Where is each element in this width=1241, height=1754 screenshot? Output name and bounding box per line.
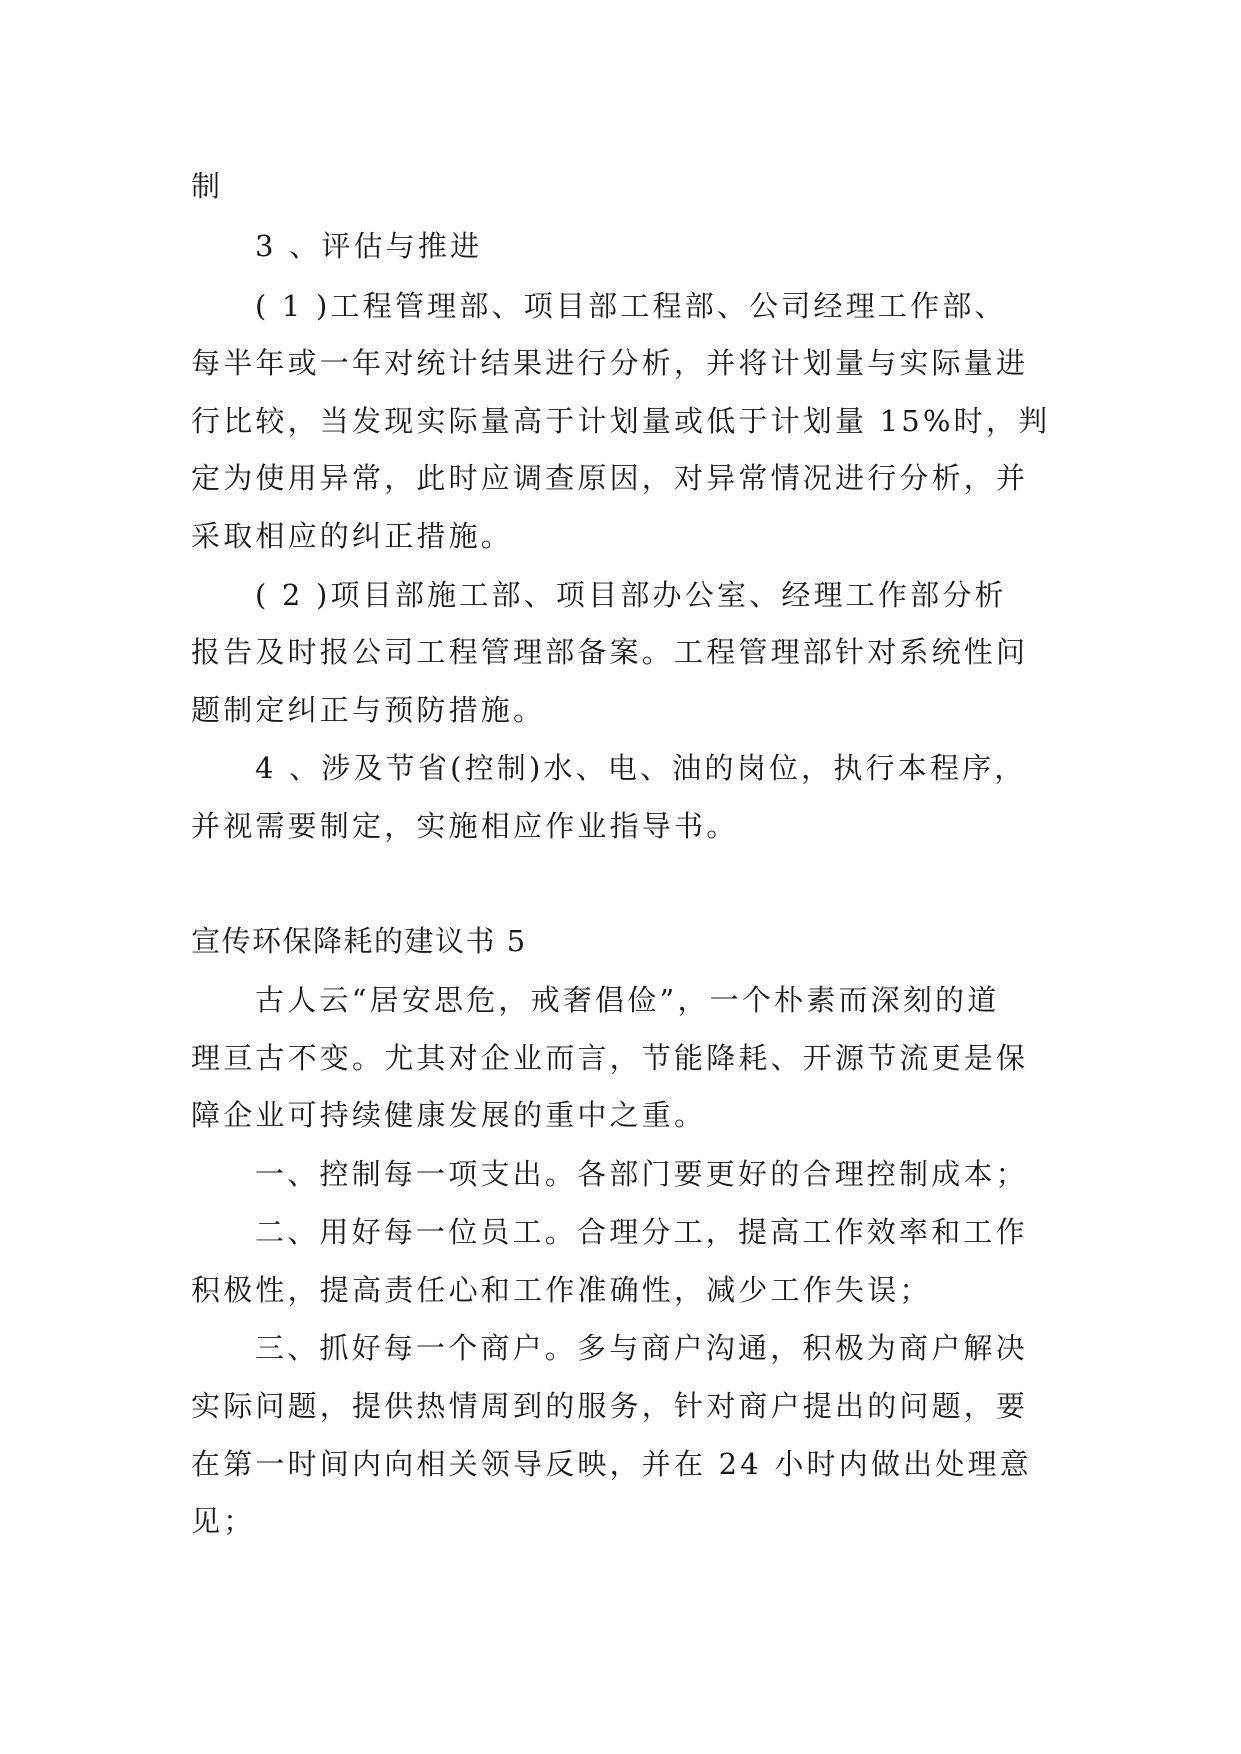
- paragraph-line: 定为使用异常，此时应调查原因，对异常情况进行分析，并: [191, 461, 1029, 495]
- paragraph-line: 三、抓好每一个商户。多与商户沟通，积极为商户解决: [255, 1331, 1028, 1365]
- paragraph-line: 行比较，当发现实际量高于计划量或低于计划量 15%时，判: [191, 404, 1051, 438]
- paragraph-line: 每半年或一年对统计结果进行分析，并将计划量与实际量进: [191, 346, 1029, 380]
- paragraph-line: 古人云“居安思危，戒奢倡俭”，一个朴素而深刻的道: [255, 983, 1000, 1017]
- paragraph-line: 在第一时间内向相关领导反映，并在 24 小时内做出处理意: [191, 1447, 1032, 1481]
- paragraph-line: 障企业可持续健康发展的重中之重。: [191, 1098, 707, 1132]
- section-heading: 3 、评估与推进: [255, 229, 483, 263]
- paragraph-line: 见；: [191, 1504, 256, 1538]
- paragraph-line: 并视需要制定，实施相应作业指导书。: [191, 809, 739, 843]
- paragraph-line: ( 1 )工程管理部、项目部工程部、公司经理工作部、: [255, 289, 1007, 323]
- paragraph-line: 积极性，提高责任心和工作准确性，减少工作失误；: [191, 1273, 932, 1307]
- paragraph-line: 理亘古不变。尤其对企业而言，节能降耗、开源节流更是保: [191, 1041, 1029, 1075]
- paragraph-line: 一、控制每一项支出。各部门要更好的合理控制成本；: [255, 1157, 1028, 1191]
- paragraph-line: 实际问题，提供热情周到的服务，针对商户提出的问题，要: [191, 1389, 1029, 1423]
- paragraph-line: 4 、涉及节省(控制)水、电、油的岗位，执行本程序，: [255, 751, 1027, 785]
- text-line: 制: [191, 169, 224, 203]
- paragraph-line: ( 2 )项目部施工部、项目部办公室、经理工作部分析: [255, 578, 1007, 612]
- paragraph-line: 采取相应的纠正措施。: [191, 519, 514, 553]
- paragraph-line: 题制定纠正与预防措施。: [191, 693, 546, 727]
- paragraph-line: 报告及时报公司工程管理部备案。工程管理部针对系统性问: [191, 635, 1029, 669]
- paragraph-line: 二、用好每一位员工。合理分工，提高工作效率和工作: [255, 1215, 1028, 1249]
- section-title: 宣传环保降耗的建议书 5: [191, 924, 527, 958]
